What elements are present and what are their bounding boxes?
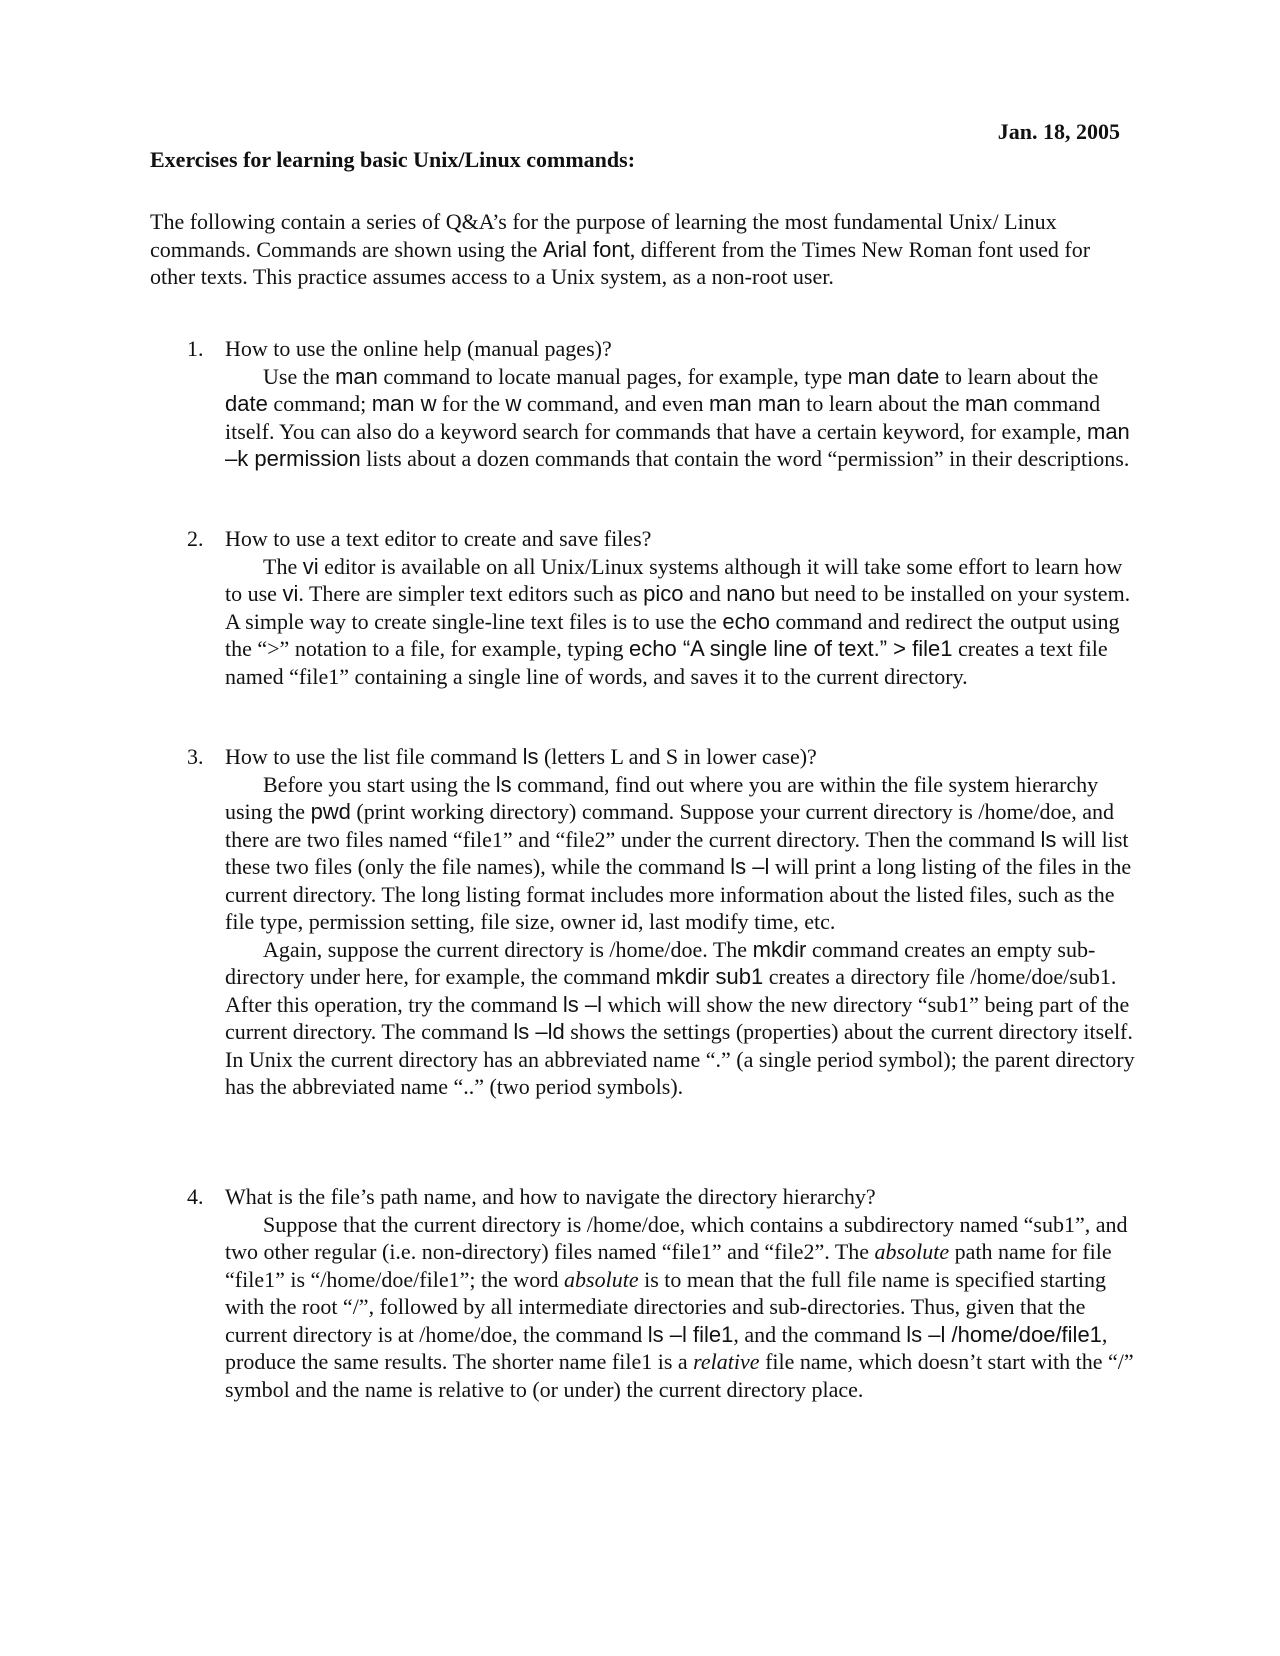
question-text: (letters L and S in lower case)? [538, 744, 817, 769]
text: editor is available on all Unix/Linux systems although it will take some effort to learn how to use [225, 553, 1123, 606]
text: command creates an empty sub-directory under here, for example, the command [225, 936, 1096, 989]
question-text: What is the file’s path name, and how to navigate the directory hierarchy? [225, 1184, 876, 1209]
item-number: 1. [187, 336, 204, 361]
text: Before you start using the [263, 771, 496, 797]
item-number: 2. [187, 526, 204, 551]
question [150, 335, 1135, 363]
command-text: man w [371, 391, 437, 416]
text: and [683, 581, 727, 606]
italic-text: absolute [874, 1239, 950, 1264]
question [150, 525, 1135, 553]
text: Again, suppose the current directory is /home/doe. The [263, 936, 753, 962]
command-text: ls –l [730, 854, 770, 879]
text: creates a text file named “file1” containing a single line of words, and saves it to the current directory. [225, 636, 1108, 689]
text: . There are simpler text editors such as [298, 581, 644, 606]
text: command itself. You can also do a keyword search for commands that have a certain keyword, for example, [225, 391, 1101, 444]
text: command, and even [521, 391, 709, 416]
command-text: man man [708, 391, 801, 416]
text: Use the [263, 363, 336, 389]
document-date: Jan. 18, 2005 [997, 119, 1120, 144]
command-text: ls –l file1 [647, 1321, 734, 1347]
command-text: ls –l /home/doe/file1 [906, 1321, 1102, 1347]
text: command to locate manual pages, for example, type [377, 363, 848, 389]
text: command; [267, 391, 372, 416]
answer [150, 363, 1135, 473]
command-text: man –k permission [225, 418, 1130, 471]
command-text: Arial font [542, 236, 630, 262]
command-text: vi [282, 581, 299, 606]
item-number: 3. [187, 744, 204, 769]
command-text: man date [847, 363, 940, 389]
question [150, 743, 1135, 771]
text: which will show the new directory “sub1” being part of the current directory. The command [225, 991, 1130, 1044]
command-text: man [335, 363, 378, 389]
text: but need to be installed on your system. A simple way to create single-line text files is to use the [225, 581, 1131, 634]
qa-item-4 [150, 1183, 1135, 1403]
italic-text: absolute [564, 1266, 639, 1292]
text: command, find out where you are within the file system hierarchy using the [225, 771, 1099, 824]
text: lists about a dozen commands that contain the word “permission” in their descriptions. [360, 446, 1130, 471]
question-text: How to use the online help (manual pages)? [225, 336, 612, 361]
answer-paragraph-2 [225, 936, 1135, 1101]
text: file name, which doesn’t start with the “/” symbol and the name is relative to (or under) the current directory place. [225, 1349, 1134, 1402]
command-text: nano [726, 581, 776, 606]
item-number: 4. [187, 1184, 204, 1209]
question-text: How to use a text editor to create and save files? [225, 526, 652, 551]
text: The following contain a series of Q&A’s for the purpose of learning the most fundamental Unix/ Linux commands. Commands are shown using the [150, 209, 1057, 262]
command-text: w [505, 391, 522, 416]
text: , different from the Times New Roman font used for other texts. This practice assumes access to a Unix system, as a non-root user. [150, 236, 1091, 289]
command-text: ls [1040, 826, 1057, 852]
document-title: Exercises for learning basic Unix/Linux commands: [150, 147, 636, 172]
text: creates a directory file /home/doe/sub1. After this operation, try the command [225, 964, 1117, 1017]
answer [150, 1211, 1135, 1404]
qa-item-3 [150, 743, 1135, 1101]
command-text: vi [302, 553, 319, 579]
text: shows the settings (properties) about the current directory itself. In Unix the current directory has an abbreviated name “.” (a single period symbol); the parent directory has the abbreviated name “..” (two period symbols). [225, 1019, 1135, 1099]
command-text: ls –l [562, 991, 602, 1017]
question [150, 1183, 1135, 1211]
command-text: echo “A single line of text.” > file1 [629, 636, 953, 661]
italic-text: relative [693, 1349, 760, 1374]
text: command and redirect the output using the “>” notation to a file, for example, typing [225, 608, 1120, 661]
text: (print working directory) command. Suppose your current directory is /home/doe, and there are two files named “file1” and “file2” under the current directory. Then the command [225, 799, 1115, 852]
command-text: echo [722, 608, 771, 634]
answer [150, 771, 1135, 1101]
answer [150, 553, 1135, 691]
command-text: ls [522, 744, 539, 769]
text: The [263, 553, 303, 579]
command-text: date [225, 391, 268, 416]
command-text: pico [643, 581, 684, 606]
command-text: mkdir [752, 936, 807, 962]
text: will print a long listing of the files in the current directory. The long listing format includes more information about the listed files, such as the file type, permission setting, file size, owner id, last modify time, etc. [225, 854, 1132, 934]
text: path name for file “file1” is “/home/doe/file1”; the word [225, 1239, 1112, 1292]
intro-paragraph [150, 208, 1135, 291]
command-text: pwd [310, 799, 351, 824]
text: for the [436, 391, 506, 416]
answer-paragraph-1 [225, 771, 1135, 936]
command-text: ls [495, 771, 512, 797]
text: is to mean that the full file name is specified starting with the root “/”, followed by all intermediate directories and sub-directories. Thus, given that the current directory is at /home/doe, the command [225, 1266, 1106, 1347]
qa-item-2 [150, 525, 1135, 690]
text: Suppose that the current directory is /home/doe, which contains a subdirectory named “sub1”, and two other regular (i.e. non-directory) files named “file1” and “file2”. The [225, 1211, 1128, 1264]
qa-item-1 [150, 335, 1135, 473]
text: to learn about the [800, 391, 966, 416]
text: , and the command [733, 1321, 907, 1347]
text: will list these two files (only the file names), while the command [225, 826, 1129, 879]
question-text: How to use the list file command [225, 744, 523, 769]
text: , produce the same results. The shorter name file1 is a [225, 1321, 1108, 1374]
command-text: man [965, 391, 1008, 416]
command-text: ls –ld [513, 1019, 565, 1044]
text: to learn about the [939, 363, 1099, 389]
command-text: mkdir sub1 [655, 964, 764, 989]
